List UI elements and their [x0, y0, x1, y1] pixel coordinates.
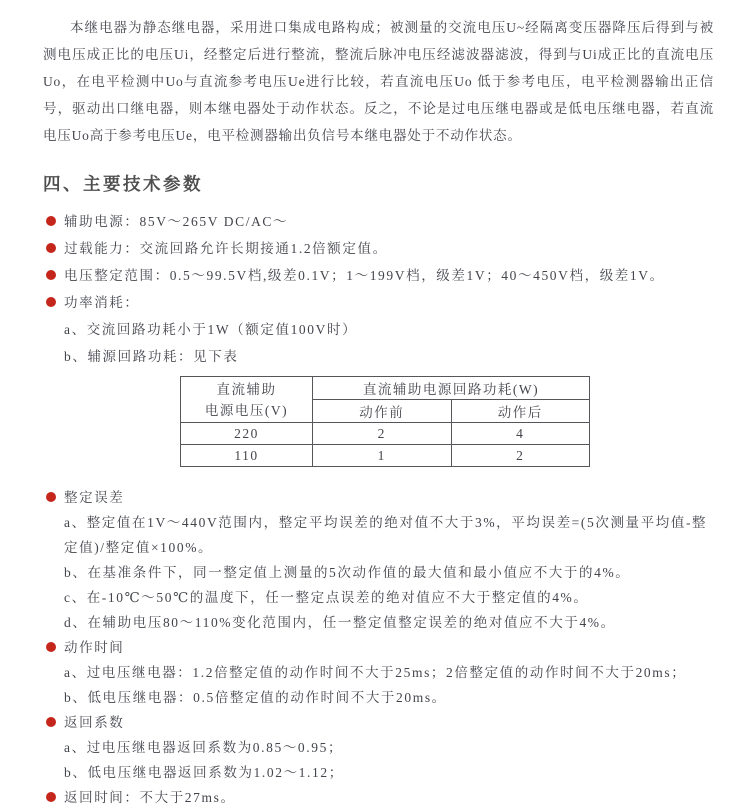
list-subitem-text: b、辅源回路功耗：见下表	[64, 349, 239, 364]
list-subitem-text: a、整定值在1V～440V范围内，整定平均误差的绝对值不大于3%，平均误差=(5次测量平均值-整定值)/整定值×100%。	[64, 515, 708, 555]
table-cell: 1	[313, 445, 452, 467]
table-cell: 2	[451, 445, 590, 467]
list-subitem	[46, 510, 714, 560]
list-item-text: 整定误差	[64, 490, 125, 505]
list-subitem-text: b、低电压继电器返回系数为1.02～1.12；	[64, 765, 344, 780]
spec-list-top	[43, 208, 714, 370]
table-row	[181, 423, 590, 445]
table-subheader-before-action: 动作前	[313, 400, 452, 423]
table-header-aux-voltage-line2: 电源电压(V)	[204, 402, 289, 418]
list-subitem-text: b、低电压继电器：0.5倍整定值的动作时间不大于20ms。	[64, 690, 447, 705]
list-subitem	[46, 585, 714, 610]
list-subitem	[46, 560, 714, 585]
table-cell: 2	[313, 423, 452, 445]
list-item-text: 返回时间：不大于27ms。	[64, 790, 236, 805]
list-item-text: 电压整定范围：0.5～99.5V档,级差0.1V；1～199V档，级差1V；40～450V档，级差1V。	[64, 268, 665, 283]
list-item	[46, 710, 714, 735]
intro-paragraph: 本继电器为静态继电器，采用进口集成电路构成；被测量的交流电压U~经隔离变压器降压后得到与被测电压成正比的电压Ui，经整定后进行整流，整流后脉冲电压经滤波器滤波，得到与Ui成正比的直流电压Uo，在电平检测中Uo与直流参考电压Ue进行比较，若直流电压Uo 低于参考电压，电平检测器输出正信号，驱动出口继电器，则本继电器处于动作状态。反之，不论是过电压继电器或是低电压继电器，若直流电压Uo高于参考电压Ue，电平检测器输出负信号本继电器处于不动作状态。	[43, 20, 714, 143]
list-item-text: 动作时间	[64, 640, 125, 655]
list-item	[46, 235, 714, 262]
list-subitem-text: b、在基准条件下，同一整定值上测量的5次动作值的最大值和最小值应不大于的4%。	[64, 565, 631, 580]
bullet-dot-icon	[46, 270, 56, 280]
list-item	[46, 208, 714, 235]
table-header-aux-voltage-line1: 直流辅助	[216, 381, 277, 397]
power-consumption-table	[180, 376, 590, 467]
table-header-row	[181, 377, 590, 400]
list-subitem-text: a、过电压继电器：1.2倍整定值的动作时间不大于25ms；2倍整定值的动作时间不大于20ms；	[64, 665, 687, 680]
table-cell: 4	[451, 423, 590, 445]
bullet-dot-icon	[46, 642, 56, 652]
list-item-text: 返回系数	[64, 715, 125, 730]
list-item	[46, 785, 714, 808]
table-cell: 220	[181, 423, 313, 445]
list-subitem	[46, 660, 714, 685]
list-subitem-text: a、交流回路功耗小于1W（额定值100V时）	[64, 322, 358, 337]
list-subitem	[46, 610, 714, 635]
list-subitem	[46, 685, 714, 710]
list-subitem	[46, 343, 714, 370]
section-heading: 四、主要技术参数	[43, 174, 203, 194]
table-header-aux-voltage	[181, 377, 313, 423]
bullet-dot-icon	[46, 792, 56, 802]
list-subitem	[46, 735, 714, 760]
list-subitem	[46, 316, 714, 343]
list-item-text: 功率消耗：	[64, 295, 140, 310]
list-subitem	[46, 760, 714, 785]
list-subitem-text: a、过电压继电器返回系数为0.85～0.95；	[64, 740, 344, 755]
bullet-dot-icon	[46, 216, 56, 226]
table-row	[181, 445, 590, 467]
spec-list-bottom	[43, 485, 714, 808]
list-item	[46, 635, 714, 660]
table-subheader-after-action: 动作后	[451, 400, 590, 423]
bullet-dot-icon	[46, 297, 56, 307]
list-item-text: 过载能力：交流回路允许长期接通1.2倍额定值。	[64, 241, 388, 256]
list-item	[46, 485, 714, 510]
list-subitem-text: d、在辅助电压80～110%变化范围内，任一整定值整定误差的绝对值应不大于4%。	[64, 615, 616, 630]
table-header-power-span: 直流辅助电源回路功耗(W)	[313, 377, 590, 400]
list-item	[46, 289, 714, 316]
bullet-dot-icon	[46, 492, 56, 502]
table-cell: 110	[181, 445, 313, 467]
bullet-dot-icon	[46, 243, 56, 253]
list-item	[46, 262, 714, 289]
bullet-dot-icon	[46, 717, 56, 727]
list-subitem-text: c、在-10℃～50℃的温度下，任一整定点误差的绝对值应不大于整定值的4%。	[64, 590, 589, 605]
list-item-text: 辅助电源：85V～265V DC/AC～	[64, 214, 289, 229]
